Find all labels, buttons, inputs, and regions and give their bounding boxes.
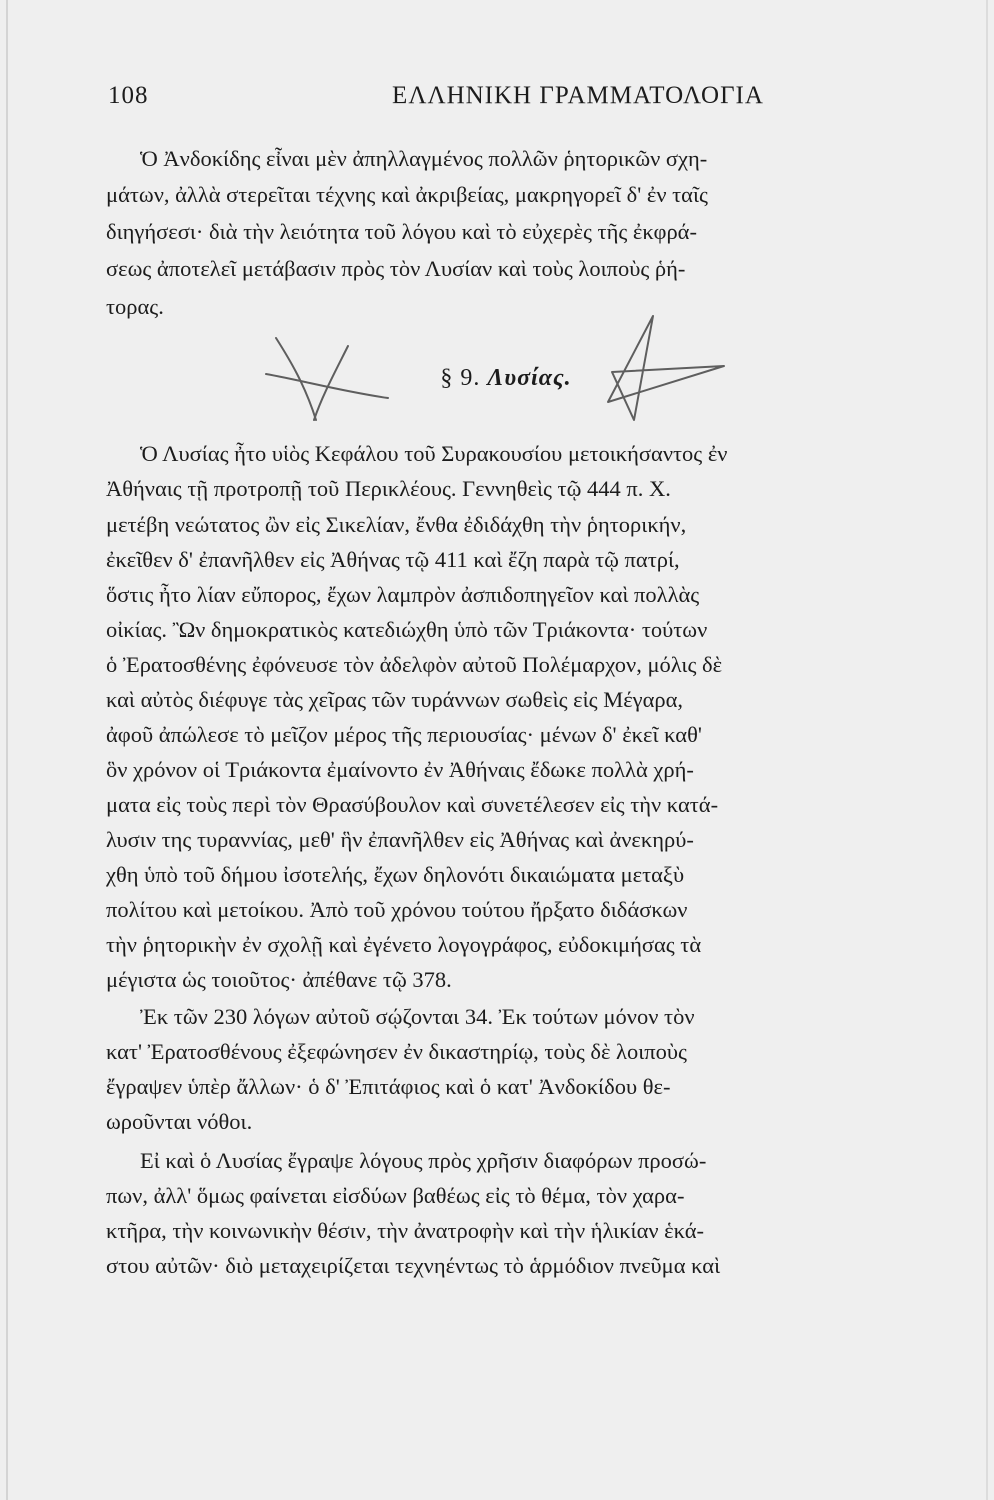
page-right-edge — [986, 0, 988, 1500]
text-line: σεως ἀποτελεῖ μετάβασιν πρὸς τὸν Λυσίαν καὶ τοὺς λοιποὺς ῥή- — [106, 256, 686, 281]
text-line: ματα εἰς τοὺς περὶ τὸν Θρασύβουλον καὶ συνετέλεσεν εἰς τὴν κατά- — [106, 792, 719, 817]
page-left-edge — [6, 0, 8, 1500]
text-line: Ὁ Ἀνδοκίδης εἶναι μὲν ἀπηλλαγμένος πολλῶν ῥητορικῶν σχη- — [140, 146, 708, 171]
section-number: § 9. — [440, 365, 481, 391]
running-title: ΕΛΛΗΝΙΚΗ ΓΡΑΜΜΑΤΟΛΟΓΙΑ — [392, 82, 764, 109]
text-line: μετέβη νεώτατος ὢν εἰς Σικελίαν, ἔνθα ἐδιδάχθη τὴν ῥητορικήν, — [106, 512, 687, 537]
text-line: στου αὐτῶν· διὸ μεταχειρίζεται τεχνηέντως τὸ ἁρμόδιον πνεῦμα καὶ — [106, 1253, 721, 1278]
text-line: μάτων, ἀλλὰ στερεῖται τέχνης καὶ ἀκριβείας, μακρηγορεῖ δ' ἐν ταῖς — [106, 182, 708, 207]
text-line: ὁ Ἐρατοσθένης ἐφόνευσε τὸν ἀδελφὸν αὐτοῦ Πολέμαρχον, μόλις δὲ — [106, 652, 723, 677]
text-line: ὃν χρόνον οἱ Τριάκοντα ἐμαίνοντο ἐν Ἀθήναις ἔδωκε πολλὰ χρή- — [106, 757, 694, 782]
text-line: τορας. — [106, 294, 164, 319]
text-line: Ἐκ τῶν 230 λόγων αὐτοῦ σῴζονται 34. Ἐκ τούτων μόνον τὸν — [140, 1004, 695, 1029]
text-line: κτῆρα, τὴν κοινωνικὴν θέσιν, τὴν ἀνατροφὴν καὶ τὴν ἡλικίαν ἑκά- — [106, 1218, 705, 1243]
text-line: κατ' Ἐρατοσθένους ἐξεφώνησεν ἐν δικαστηρίῳ, τοὺς δὲ λοιποὺς — [106, 1039, 687, 1064]
text-line: ἐκεῖθεν δ' ἐπανῆλθεν εἰς Ἀθήνας τῷ 411 καὶ ἔζη παρὰ τῷ πατρί, — [106, 547, 680, 572]
text-line: ἀφοῦ ἀπώλεσε τὸ μεῖζον μέρος τῆς περιουσίας· μένων δ' ἐκεῖ καθ' — [106, 722, 702, 747]
section-name: Λυσίας. — [487, 365, 572, 391]
text-line: μέγιστα ὡς τοιοῦτος· ἀπέθανε τῷ 378. — [106, 967, 452, 992]
text-line: λυσιν της τυραννίας, μεθ' ἣν ἐπανῆλθεν εἰς Ἀθήνας καὶ ἀνεκηρύ- — [106, 827, 694, 852]
text-line: οἰκίας. Ὢν δημοκρατικὸς κατεδιώχθη ὑπὸ τῶν Τριάκοντα· τούτων — [106, 617, 708, 642]
text-line: χθη ὑπὸ τοῦ δήμου ἰσοτελής, ἔχων δηλονότι δικαιώματα μεταξὺ — [106, 862, 685, 887]
page-header — [108, 82, 908, 122]
text-line: ἔγραψεν ὑπὲρ ἄλλων· ὁ δ' Ἐπιτάφιος καὶ ὁ κατ' Ἀνδοκίδου θε- — [106, 1074, 671, 1099]
section-heading — [106, 358, 906, 398]
text-line: καὶ αὐτὸς διέφυγε τὰς χεῖρας τῶν τυράννων σωθεὶς εἰς Μέγαρα, — [106, 687, 684, 712]
text-line: ωροῦνται νόθοι. — [106, 1109, 253, 1134]
text-line: Ἀθήναις τῇ προτροπῇ τοῦ Περικλέους. Γεννηθεὶς τῷ 444 π. Χ. — [106, 476, 671, 501]
text-line: διηγήσεσι· διὰ τὴν λειότητα τοῦ λόγου καὶ τὸ εὐχερὲς τῆς ἐκφρά- — [106, 219, 697, 244]
page-number: 108 — [108, 82, 149, 109]
text-line: ὅστις ἦτο λίαν εὔπορος, ἔχων λαμπρὸν ἀσπιδοπηγεῖον καὶ πολλὰς — [106, 582, 700, 607]
text-line: Ὁ Λυσίας ἦτο υἱὸς Κεφάλου τοῦ Συρακουσίου μετοικήσαντος ἐν — [140, 441, 728, 466]
text-line: τὴν ῥητορικὴν ἐν σχολῇ καὶ ἐγένετο λογογράφος, εὐδοκιμήσας τὰ — [106, 932, 702, 957]
text-line: πων, ἀλλ' ὅμως φαίνεται εἰσδύων βαθέως εἰς τὸ θέμα, τὸν χαρα- — [106, 1183, 685, 1208]
text-line: πολίτου καὶ μετοίκου. Ἀπὸ τοῦ χρόνου τούτου ἤρξατο διδάσκων — [106, 897, 688, 922]
text-line: Εἰ καὶ ὁ Λυσίας ἔγραψε λόγους πρὸς χρῆσιν διαφόρων προσώ- — [140, 1148, 707, 1173]
